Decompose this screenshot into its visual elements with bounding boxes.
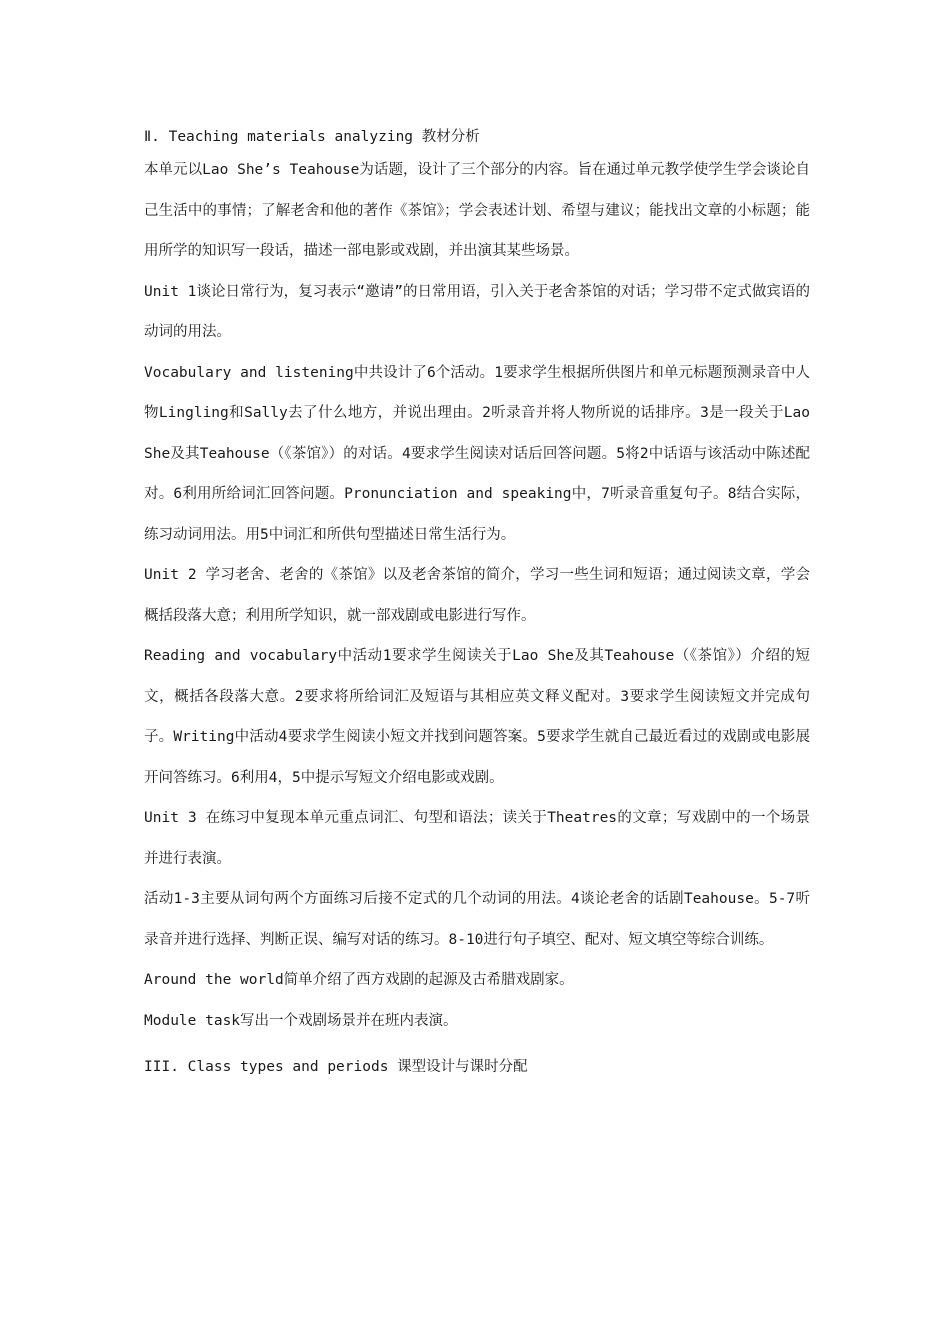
module-task-paragraph: Module task写出一个戏剧场景并在班内表演。 [144, 1012, 458, 1029]
unit-2-summary: Unit 2 学习老舍、老舍的《茶馆》以及老舍茶馆的简介，学习一些生词和短语；通过阅读文章，学会概括段落大意；利用所学知识，就一部戏剧或电影进行写作。 [144, 567, 810, 624]
section-3-heading: III. Class types and periods 课型设计与课时分配 [144, 1059, 528, 1075]
unit-3-summary: Unit 3 在练习中复现本单元重点词汇、句型和语法；读关于Theatres的文章；写戏剧中的一个场景并进行表演。 [144, 810, 810, 867]
activities-paragraph: 活动1-3主要从词句两个方面练习后接不定式的几个动词的用法。4谈论老舍的话剧Teahouse。5-7听录音并进行选择、判断正误、编写对话的练习。8-10进行句子填空、配对、短文填空等综合训练。 [144, 891, 810, 948]
vocabulary-listening-paragraph: Vocabulary and listening中共设计了6个活动。1要求学生根据所供图片和单元标题预测录音中人物Lingling和Sally去了什么地方，并说出理由。2听录音并将人物所说的话排序。3是一段关于Lao She及其Teahouse（《茶馆》）的对话。4要求学生阅读对话后回答问题。5将2中话语与该活动中陈述配对。6利用所给词汇回答问题。Pronunciation and speaking中，7听录音重复句子。8结合实际，练习动词用法。用5中词汇和所供句型描述日常生活行为。 [144, 364, 810, 543]
unit-1-summary: Unit 1谈论日常行为，复习表示“邀请”的日常用语，引入关于老舍茶馆的对话；学习带不定式做宾语的动词的用法。 [144, 283, 810, 340]
around-the-world-paragraph: Around the world简单介绍了西方戏剧的起源及古希腊戏剧家。 [144, 972, 574, 988]
reading-vocabulary-paragraph: Reading and vocabulary中活动1要求学生阅读关于Lao She及其Teahouse（《茶馆》）介绍的短文，概括各段落大意。2要求将所给词汇及短语与其相应英文释义配对。3要求学生阅读短文并完成句子。Writing中活动4要求学生阅读小短文并找到问题答案。5要求学生就自己最近看过的戏剧或电影展开问答练习。6利用4，5中提示写短文介绍电影或戏剧。 [144, 648, 810, 786]
section-spacer [144, 1041, 810, 1054]
document-page [144, 124, 810, 1080]
section-2-intro: 本单元以Lao She’s Teahouse为话题，设计了三个部分的内容。旨在通过单元教学使学生学会谈论自己生活中的事情；了解老舍和他的著作《茶馆》；学会表述计划、希望与建议；能找出文章的小标题；能用所学的知识写一段话，描述一部电影或戏剧，并出演其某些场景。 [144, 162, 810, 259]
section-2-heading: Ⅱ. Teaching materials analyzing 教材分析 [144, 129, 480, 145]
